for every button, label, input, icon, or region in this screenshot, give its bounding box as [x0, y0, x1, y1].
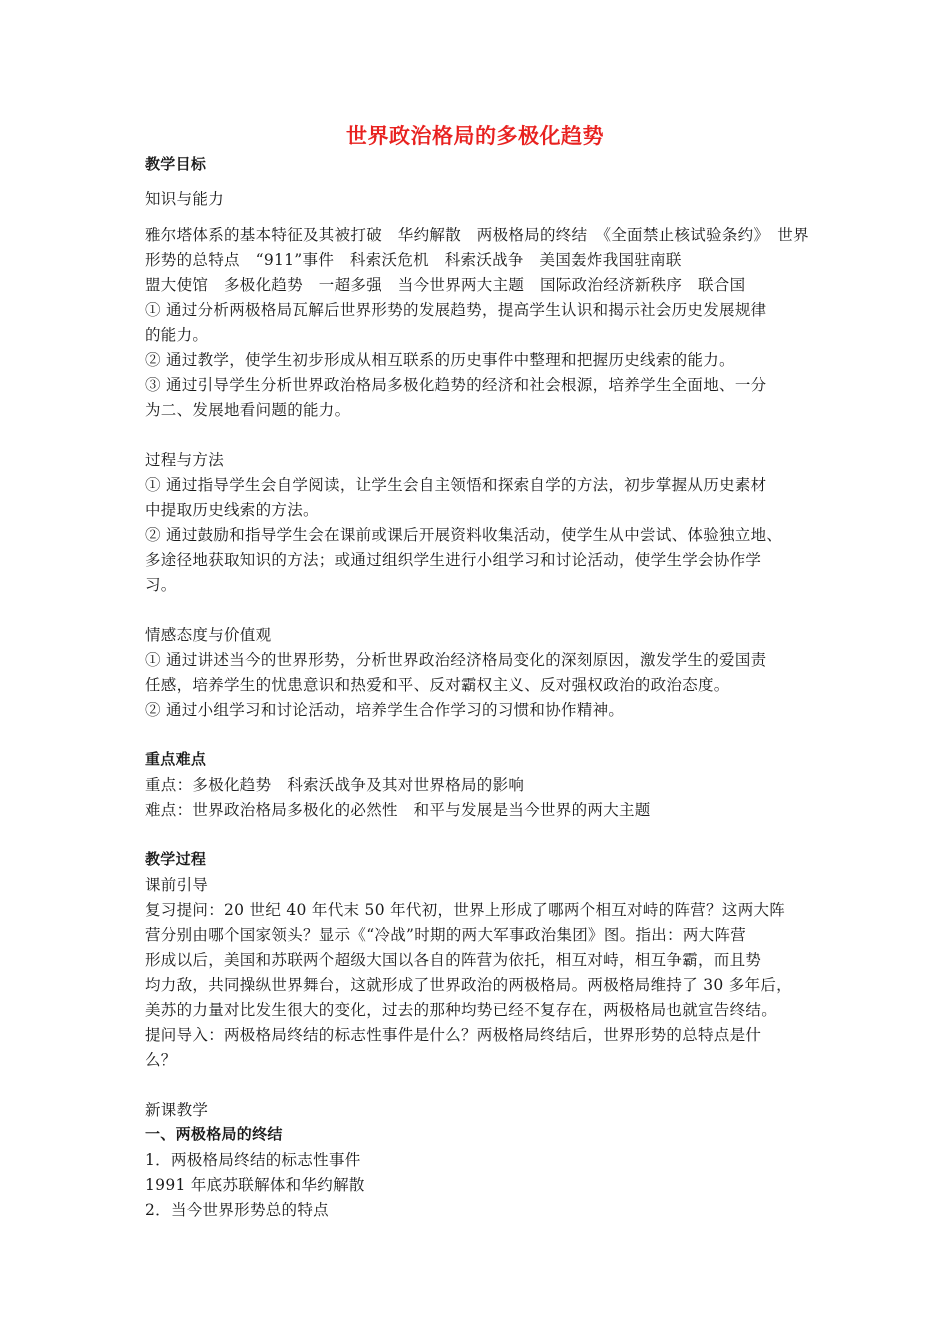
review-line-4: 均力敌，共同操纵世界舞台，这就形成了世界政治的两极格局。两极格局维持了 30 多年后， [145, 976, 792, 994]
section-heading-bipolar-end: 一、两极格局的终结 [145, 1125, 283, 1143]
subheading-process-method: 过程与方法 [145, 451, 225, 469]
section-heading-teaching-process: 教学过程 [145, 850, 207, 868]
review-line-5: 美苏的力量对比发生很大的变化，过去的那种均势已经不复存在，两极格局也就宣告终结。 [145, 1001, 778, 1019]
paragraph-keywords-2: 盟大使馆 多极化趋势 一超多强 当今世界两大主题 国际政治经济新秩序 联合国 [145, 276, 746, 294]
intro-question-line-2: 么？ [145, 1051, 177, 1069]
goal-item-3b: 为二、发展地看问题的能力。 [145, 401, 351, 419]
list-item-2: 2．当今世界形势总的特点 [145, 1201, 329, 1219]
goal-item-1b: 的能力。 [145, 326, 209, 344]
section-heading-key-points: 重点难点 [145, 750, 207, 768]
list-item-1-detail: 1991 年底苏联解体和华约解散 [145, 1176, 365, 1194]
document-title: 世界政治格局的多极化趋势 [346, 124, 604, 148]
process-item-2c: 习。 [145, 576, 177, 594]
process-item-2a: ② 通过鼓励和指导学生会在课前或课后开展资料收集活动，使学生从中尝试、体验独立地、 [145, 526, 783, 544]
subheading-new-lesson: 新课教学 [145, 1101, 209, 1119]
goal-item-2: ② 通过教学，使学生初步形成从相互联系的历史事件中整理和把握历史线索的能力。 [145, 351, 735, 369]
review-line-2: 营分别由哪个国家领头？显示《“冷战”时期的两大军事政治集团》图。指出：两大阵营 [145, 926, 747, 944]
goal-item-1a: ① 通过分析两极格局瓦解后世界形势的发展趋势，提高学生认识和揭示社会历史发展规律 [145, 301, 767, 319]
list-item-1: 1．两极格局终结的标志性事件 [145, 1151, 361, 1169]
emotion-item-2: ② 通过小组学习和讨论活动，培养学生合作学习的习惯和协作精神。 [145, 701, 625, 719]
subheading-knowledge-ability: 知识与能力 [145, 190, 225, 208]
emotion-item-1a: ① 通过讲述当今的世界形势，分析世界政治经济格局变化的深刻原因，激发学生的爱国责 [145, 651, 767, 669]
review-line-3: 形成以后，美国和苏联两个超级大国以各自的阵营为依托，相互对峙，相互争霸，而且势 [145, 951, 762, 969]
paragraph-keywords-1: 雅尔塔体系的基本特征及其被打破 华约解散 两极格局的终结 《全面禁止核试验条约》 世界形势的总特点 “911”事件 科索沃危机 科索沃战争 美国轰炸我国驻南联 [145, 226, 809, 269]
review-line-1: 复习提问：20 世纪 40 年代末 50 年代初，世界上形成了哪两个相互对峙的阵营？这两大阵 [145, 901, 786, 919]
intro-question-line-1: 提问导入：两极格局终结的标志性事件是什么？两极格局终结后，世界形势的总特点是什 [145, 1026, 762, 1044]
key-point: 重点：多极化趋势 科索沃战争及其对世界格局的影响 [145, 776, 525, 794]
subheading-emotion-values: 情感态度与价值观 [145, 626, 272, 644]
emotion-item-1b: 任感，培养学生的忧患意识和热爱和平、反对霸权主义、反对强权政治的政治态度。 [145, 676, 730, 694]
difficult-point: 难点：世界政治格局多极化的必然性 和平与发展是当今世界的两大主题 [145, 801, 651, 819]
goal-item-3a: ③ 通过引导学生分析世界政治格局多极化趋势的经济和社会根源，培养学生全面地、一分 [145, 376, 767, 394]
process-item-1b: 中提取历史线索的方法。 [145, 501, 319, 519]
section-heading-teaching-goals: 教学目标 [145, 155, 207, 173]
process-item-1a: ① 通过指导学生会自学阅读，让学生会自主领悟和探索自学的方法，初步掌握从历史素材 [145, 476, 767, 494]
subheading-pre-class: 课前引导 [145, 876, 209, 894]
process-item-2b: 多途径地获取知识的方法；或通过组织学生进行小组学习和讨论活动，使学生学会协作学 [145, 551, 762, 569]
